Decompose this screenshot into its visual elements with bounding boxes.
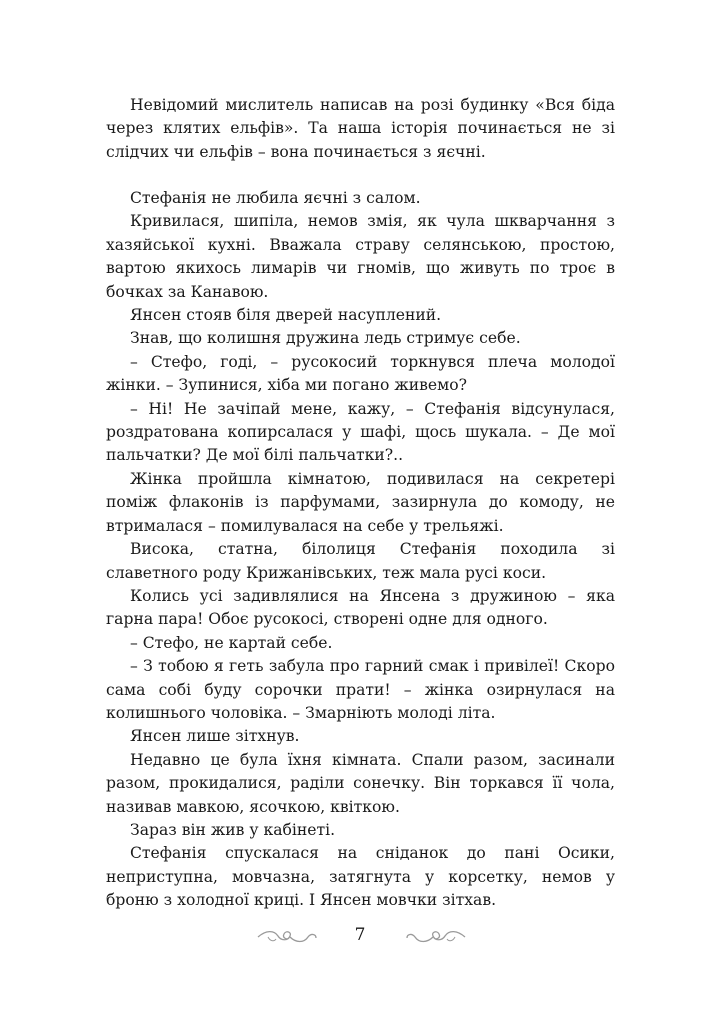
dialogue-paragraph: – Ні! Не зачіпай мене, кажу, – Стефанія відсунулася, роздратована копирсалася у шафі, щось шукала. – Де мої пальчатки? Де мої білі пальчатки?..	[106, 399, 615, 465]
paragraph: Кривилася, шипіла, немов змія, як чула шкварчання з хазяйської кухні. Вважала страву селянською, простою, вартою якихось лимарів чи гномів, що живуть по троє в бочках за Канавою.	[106, 212, 615, 301]
intro-text	[106, 94, 615, 164]
paragraph: Недавно це була їхня кімната. Спали разом, засинали разом, прокидалися, раділи сонечку. Він торкався її чола, називав мавкою, ясочкою, квіткою.	[106, 750, 615, 816]
dialogue-paragraph: – З тобою я геть забула про гарний смак і привілеї! Скоро сама собі буду сорочки прати! – жінка озирнулася на колишнього чоловіка. – Змарніють молоді літа.	[106, 657, 615, 722]
paragraph: Янсен стояв біля дверей насуплений.	[130, 306, 442, 325]
page-footer	[0, 922, 721, 952]
page-number: 7	[354, 925, 366, 945]
paragraph: Жінка пройшла кімнатою, подивилася на секретері поміж флаконів із парфумами, зазирнула до комоду, не втрималася – помилувалася на себе у трельяжі.	[106, 469, 615, 535]
paragraph: Стефанія спускалася на сніданок до пані Осики, неприступна, мовчазна, затягнута у корсетку, немов у броню з холодної криці. І Янсен мовчки зітхав.	[106, 844, 615, 910]
paragraph: Висока, статна, білолиця Стефанія походила зі славетного роду Крижанівських, теж мала русі коси.	[106, 540, 615, 582]
flourish-ornament-icon	[405, 928, 467, 946]
paragraph: Колись усі задивлялися на Янсена з дружиною – яка гарна пара! Обоє русокосі, створені одне для одного.	[106, 586, 615, 629]
paragraph: Знав, що колишня дружина ледь стримує себе.	[130, 329, 521, 348]
paragraph: Янсен лише зітхнув.	[130, 727, 300, 746]
dialogue-paragraph: – Стефо, не картай себе.	[130, 633, 333, 652]
story-text	[106, 187, 615, 913]
paragraph: Невідомий мислитель написав на розі будинку «Вся біда через клятих ельфів». Та наша історія починається не зі слідчих чи ельфів – вона починається з яєчні.	[106, 96, 615, 161]
dialogue-paragraph: – Стефо, годі, – русокосий торкнувся плеча молодої жінки. – Зупинися, хіба ми погано живемо?	[106, 352, 615, 395]
flourish-ornament-icon	[256, 928, 318, 946]
paragraph: Зараз він жив у кабінеті.	[130, 820, 336, 839]
paragraph: Стефанія не любила яєчні з салом.	[130, 189, 421, 207]
